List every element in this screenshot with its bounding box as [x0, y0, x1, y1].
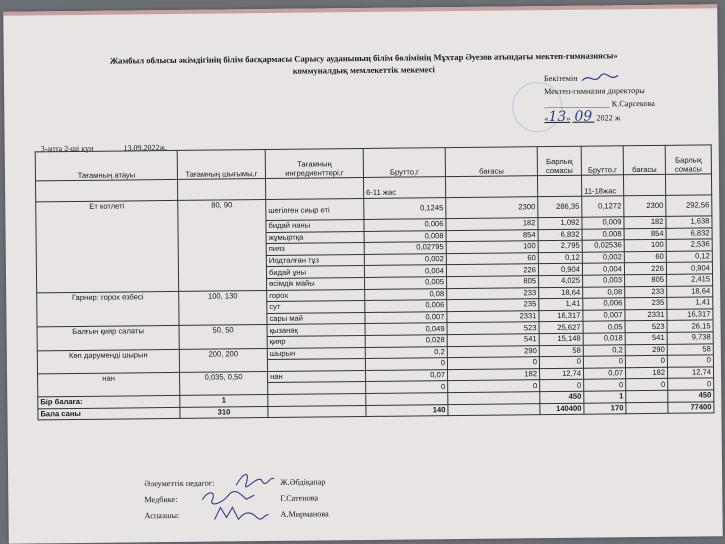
- table-cell: 140: [366, 404, 448, 416]
- table-cell: [268, 382, 366, 395]
- table-cell: өсімдік майы: [267, 277, 365, 290]
- table-cell: 6,832: [538, 229, 582, 241]
- table-cell: 26,15: [667, 320, 713, 332]
- table-cell: 0,904: [538, 264, 582, 276]
- table-cell: 0: [540, 380, 584, 392]
- col-price-1: бағасы: [445, 147, 537, 177]
- table-cell: 854: [624, 228, 666, 240]
- table-cell: 292,56: [666, 195, 712, 216]
- approval-title: Мектеп-гимназия директоры: [544, 86, 645, 97]
- table-cell: 182: [624, 216, 666, 228]
- table-cell: 0,08: [583, 286, 625, 298]
- table-cell: 58: [539, 345, 583, 357]
- table-cell: 2300: [624, 195, 666, 216]
- table-cell: 0: [366, 381, 448, 393]
- col-dish: Тағамның атауы: [35, 150, 177, 180]
- col-total-2: Барлық сомасы: [665, 145, 711, 174]
- table-cell: 0,005: [365, 277, 447, 289]
- table-cell: 0,08: [365, 288, 447, 300]
- approval-block: [544, 70, 715, 125]
- table-cell: 290: [447, 345, 539, 358]
- table-cell: 0,12: [538, 252, 582, 264]
- col-gross-1: Брутто,г: [363, 148, 445, 178]
- table-cell: 6-11 жас: [363, 177, 445, 199]
- table-cell: қызанақ: [267, 324, 365, 337]
- table-cell: 0: [583, 356, 625, 368]
- table-cell: бидай ұны: [266, 266, 364, 279]
- table-cell: 0,006: [364, 219, 446, 231]
- table-cell: бидай наны: [266, 219, 364, 232]
- col-total-1: Барлық сомасы: [537, 146, 581, 175]
- table-cell: 235: [625, 297, 667, 309]
- table-cell: сары май: [267, 312, 365, 325]
- table-cell: Иодталған тұз: [266, 254, 364, 267]
- table-cell: нан: [268, 370, 366, 383]
- table-cell: 6,832: [666, 227, 712, 239]
- table-cell: 854: [446, 229, 538, 242]
- table-cell: 100: [624, 240, 666, 252]
- table-cell: 0,002: [364, 253, 446, 265]
- dish-name: Балғын қияр салаты: [37, 326, 179, 351]
- table-cell: 233: [447, 287, 539, 300]
- table-cell: [537, 175, 581, 196]
- table-cell: 0,007: [583, 310, 625, 322]
- signatures-block: [144, 476, 329, 524]
- table-cell: 0,12: [666, 251, 712, 263]
- table-cell: 4,025: [539, 275, 583, 287]
- table-cell: [267, 359, 365, 372]
- table-cell: 286,35: [538, 196, 582, 217]
- dish-name: Көп дәрумeнді шырын: [37, 349, 179, 374]
- table-cell: 2300: [446, 197, 538, 219]
- table-cell: 0,004: [364, 265, 446, 277]
- table-cell: 170: [584, 402, 626, 414]
- table-cell: 0,07: [583, 367, 625, 379]
- table-cell: 1,41: [667, 297, 713, 309]
- col-yield: Тағамның шығымы,г: [177, 150, 265, 180]
- table-cell: пияз: [266, 243, 364, 256]
- table-cell: 0,1272: [582, 196, 624, 217]
- table-cell: 0,007: [365, 311, 447, 323]
- table-cell: 0,1245: [364, 198, 446, 220]
- table-cell: [366, 393, 448, 405]
- table-cell: 0,004: [582, 263, 624, 275]
- table-cell: 12,74: [667, 367, 713, 379]
- table-cell: 18,64: [539, 287, 583, 299]
- table-cell: 0,904: [666, 262, 712, 274]
- table-cell: 9,738: [667, 332, 713, 344]
- table-cell: 805: [447, 276, 539, 289]
- table-cell: 15,148: [539, 333, 583, 345]
- table-cell: [448, 392, 540, 405]
- table-cell: 0,02536: [582, 240, 624, 252]
- table-cell: 182: [446, 218, 538, 231]
- table-cell: 0,05: [583, 321, 625, 333]
- table-cell: 1,092: [538, 217, 582, 229]
- dish-yield: 0,035, 0,50: [180, 371, 268, 395]
- table-cell: 2,536: [666, 239, 712, 251]
- menu-table: [35, 144, 715, 420]
- table-cell: 0,006: [365, 300, 447, 312]
- table-cell: [626, 402, 668, 414]
- approval-date: «13» 09 2022 ж: [544, 108, 621, 126]
- table-cell: 805: [625, 274, 667, 286]
- table-cell: [445, 176, 537, 198]
- table-cell: 77400: [668, 401, 714, 413]
- table-cell: [623, 174, 665, 195]
- header-line-1: Жамбыл облысы әкімдігінің білім басқармасы Сарысу ауданының білім бөлімінің Мұхтар Әуезов атындағы мектеп-гимназиясы»: [109, 50, 618, 66]
- table-cell: [626, 390, 668, 402]
- dish-yield: 100, 130: [179, 290, 267, 326]
- table-cell: Бір балаға:: [38, 395, 180, 408]
- table-cell: 541: [447, 334, 539, 347]
- table-cell: 0: [667, 355, 713, 367]
- approval-label: Бекітемін: [544, 70, 714, 85]
- table-cell: 11-18жас: [581, 175, 623, 196]
- table-cell: 16,317: [667, 309, 713, 321]
- col-ingredients: Тағамның ингредиенттері,г: [265, 148, 363, 178]
- table-cell: 2331: [625, 309, 667, 321]
- table-cell: 0: [365, 358, 447, 370]
- table-cell: 0,02795: [364, 242, 446, 254]
- table-cell: 2,795: [538, 240, 582, 252]
- table-cell: 58: [667, 343, 713, 355]
- table-cell: 0,018: [583, 333, 625, 345]
- document-page: [3, 4, 723, 543]
- table-cell: 2331: [447, 310, 539, 323]
- table-cell: 226: [624, 263, 666, 275]
- table-cell: 0,008: [364, 230, 446, 242]
- table-cell: [268, 405, 366, 418]
- table-cell: 140400: [540, 403, 584, 415]
- col-price-2: бағасы: [623, 145, 665, 174]
- table-cell: 0: [584, 379, 626, 391]
- table-cell: 0,2: [365, 346, 447, 358]
- col-gross-2: Брутто,г: [581, 146, 623, 175]
- table-cell: 0: [448, 380, 540, 393]
- table-cell: 12,74: [539, 368, 583, 380]
- table-cell: 182: [625, 367, 667, 379]
- table-cell: 0: [626, 379, 668, 391]
- table-cell: 523: [625, 321, 667, 333]
- table-cell: [268, 393, 366, 406]
- table-cell: 310: [180, 406, 268, 419]
- paper-edge: [3, 4, 717, 15]
- dish-yield: 50, 50: [179, 325, 267, 349]
- table-cell: 450: [540, 391, 584, 403]
- approval-name: ________________ К.Сарсекова: [544, 99, 655, 110]
- table-cell: 0: [539, 356, 583, 368]
- table-cell: жұмыртқа: [266, 231, 364, 244]
- table-cell: 0,003: [583, 275, 625, 287]
- table-cell: 2,415: [667, 274, 713, 286]
- dish-name: Гарнир: горох езбесі: [37, 291, 179, 327]
- table-cell: [665, 174, 711, 195]
- table-cell: 182: [448, 368, 540, 381]
- table-cell: 0,028: [365, 335, 447, 347]
- table-cell: 1,41: [539, 298, 583, 310]
- table-cell: 0,002: [582, 252, 624, 264]
- table-cell: сут: [267, 301, 365, 314]
- table-cell: 60: [446, 252, 538, 265]
- table-cell: 1: [180, 394, 268, 407]
- table-cell: 25,627: [539, 322, 583, 334]
- table-cell: 1: [584, 391, 626, 403]
- dish-yield: 200, 200: [179, 348, 267, 372]
- table-cell: 16,317: [539, 310, 583, 322]
- dish-yield: 80, 90: [178, 200, 267, 291]
- table-cell: 0,009: [582, 217, 624, 229]
- table-cell: 541: [625, 332, 667, 344]
- table-cell: [177, 179, 265, 201]
- menu-table-body: [36, 174, 714, 420]
- table-cell: 235: [447, 299, 539, 312]
- table-cell: 0,008: [582, 228, 624, 240]
- header-line-2: коммуналдық мемлекеттік мекемесі: [292, 64, 435, 76]
- table-cell: [36, 179, 178, 201]
- table-cell: 233: [625, 286, 667, 298]
- table-cell: 100: [446, 241, 538, 254]
- table-cell: шырын: [267, 347, 365, 360]
- table-cell: горох: [267, 289, 365, 302]
- table-cell: 0: [668, 378, 714, 390]
- director-signature: [580, 72, 620, 84]
- table-cell: 1,638: [666, 216, 712, 228]
- table-cell: 0,006: [583, 298, 625, 310]
- table-cell: [265, 177, 363, 199]
- table-cell: 0,2: [583, 344, 625, 356]
- table-cell: қияр: [267, 335, 365, 348]
- table-cell: Бала саны: [38, 407, 180, 420]
- table-cell: 0,07: [366, 369, 448, 381]
- table-cell: [448, 403, 540, 416]
- dish-name: нан: [38, 372, 180, 397]
- table-cell: 523: [447, 322, 539, 335]
- table-cell: 0,049: [365, 323, 447, 335]
- week-date-line: 3-апта 2-ші күн 13.09.2022ж.: [40, 143, 167, 154]
- table-cell: 0: [447, 357, 539, 370]
- table-cell: 0: [625, 355, 667, 367]
- table-cell: 60: [624, 251, 666, 263]
- dish-name: Ет котлеті: [36, 200, 179, 292]
- table-cell: шегілген сиыр еті: [266, 198, 364, 220]
- table-cell: 226: [446, 264, 538, 277]
- signature-scribble: [210, 503, 270, 526]
- table-cell: 450: [668, 390, 714, 402]
- table-cell: 18,64: [667, 285, 713, 297]
- table-cell: 290: [625, 344, 667, 356]
